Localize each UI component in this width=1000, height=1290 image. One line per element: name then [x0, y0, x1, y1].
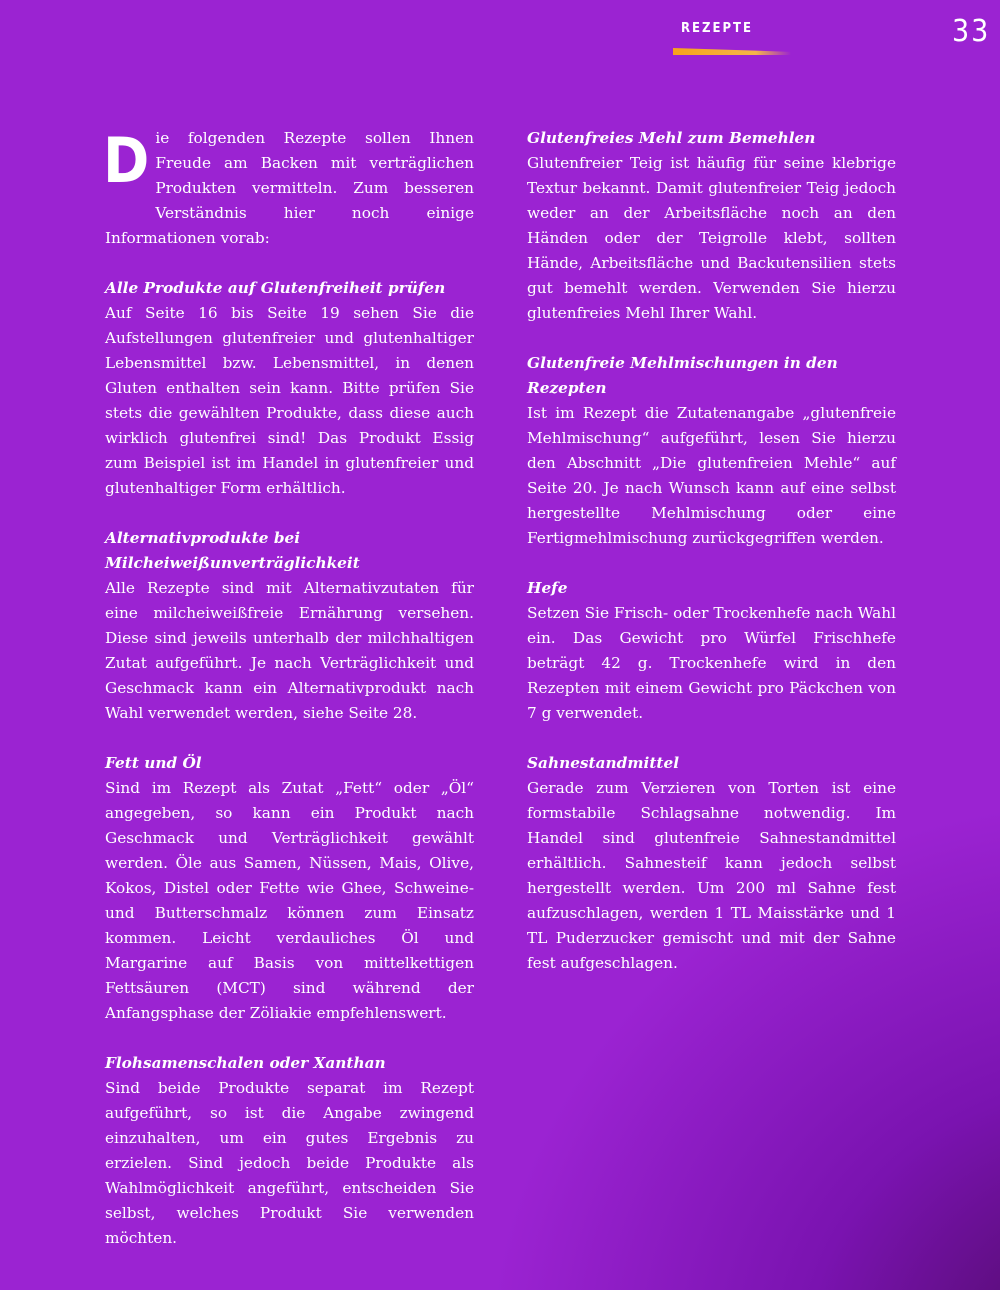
section-heading: Flohsamenschalen oder Xanthan	[105, 1054, 386, 1072]
section-body: Alle Rezepte sind mit Alternativzutaten für eine milcheiweißfreie Ernährung versehen. Diese sind jeweils unterhalb der milchhaltigen Zutat aufgeführt. Je nach Verträglichkeit und Geschmack kann ein Alternativprodukt nach Wahl verwendet werden, siehe Seite 28.	[105, 579, 474, 722]
intro-text: ie folgenden Rezepte sollen Ihnen Freude am Backen mit verträglichen Produkten vermitteln. Zum besseren Verständnis hier noch einige Informationen vorab:	[105, 129, 474, 247]
section-mehl-bemehlen	[527, 126, 896, 326]
right-column	[527, 126, 896, 1001]
section-flohsamenschalen	[105, 1051, 474, 1251]
section-heading: Alternativprodukte bei Milcheiweißunverträglichkeit	[105, 529, 360, 572]
page-number: 33	[952, 14, 991, 49]
section-heading: Alle Produkte auf Glutenfreiheit prüfen	[105, 279, 446, 297]
section-sahnestandmittel	[527, 751, 896, 976]
section-body: Ist im Rezept die Zutatenangabe „glutenfreie Mehlmischung“ aufgeführt, lesen Sie hierzu den Abschnitt „Die glutenfreien Mehle“ auf Seite 20. Je nach Wunsch kann auf eine selbst hergestellte Mehlmischung oder eine Fertigmehlmischung zurückgegriffen werden.	[527, 404, 896, 547]
section-fett-und-oel	[105, 751, 474, 1026]
left-column	[105, 126, 474, 1276]
section-body: Glutenfreier Teig ist häufig für seine klebrige Textur bekannt. Damit glutenfreier Teig jedoch weder an der Arbeitsfläche noch an den Händen oder der Teigrolle klebt, sollten Hände, Arbeitsfläche und Backutensilien stets gut bemehlt werden. Verwenden Sie hierzu glutenfreies Mehl Ihrer Wahl.	[527, 154, 896, 322]
section-body: Sind im Rezept als Zutat „Fett“ oder „Öl“ angegeben, so kann ein Produkt nach Geschmack und Verträglichkeit gewählt werden. Öle aus Samen, Nüssen, Mais, Olive, Kokos, Distel oder Fette wie Ghee, Schweine- und Butterschmalz können zum Einsatz kommen. Leicht verdauliches Öl und Margarine auf Basis von mittelkettigen Fettsäuren (MCT) sind während der Anfangsphase der Zöliakie empfehlenswert.	[105, 779, 474, 1022]
section-mehlmischungen	[527, 351, 896, 551]
section-body: Auf Seite 16 bis Seite 19 sehen Sie die Aufstellungen glutenfreier und glutenhaltiger Lebensmittel bzw. Lebensmittel, in denen Gluten enthalten sein kann. Bitte prüfen Sie stets die gewählten Produkte, dass diese auch wirklich glutenfrei sind! Das Produkt Essig zum Beispiel ist im Handel in glutenfreier und glutenhaltiger Form erhältlich.	[105, 304, 474, 497]
section-body: Sind beide Produkte separat im Rezept aufgeführt, so ist die Angabe zwingend einzuhalten, um ein gutes Ergebnis zu erzielen. Sind jedoch beide Produkte als Wahlmöglichkeit angeführt, entscheiden Sie selbst, welches Produkt Sie verwenden möchten.	[105, 1079, 474, 1247]
section-heading: Glutenfreie Mehlmischungen in den Rezepten	[527, 354, 838, 397]
section-heading: Sahnestandmittel	[527, 754, 680, 772]
dropcap: D	[103, 124, 150, 197]
section-heading: Hefe	[527, 579, 568, 597]
section-glutenfreiheit	[105, 276, 474, 501]
section-heading: Glutenfreies Mehl zum Bemehlen	[527, 129, 816, 147]
section-body: Setzen Sie Frisch- oder Trockenhefe nach Wahl ein. Das Gewicht pro Würfel Frischhefe beträgt 42 g. Trockenhefe wird in den Rezepten mit einem Gewicht pro Päckchen von 7 g verwendet.	[527, 604, 896, 722]
section-hefe	[527, 576, 896, 726]
section-accent-bar	[673, 48, 791, 55]
section-label: REZEPTE	[681, 21, 754, 36]
section-heading: Fett und Öl	[105, 754, 202, 772]
section-alternativprodukte	[105, 526, 474, 726]
intro-section	[105, 126, 474, 251]
section-body: Gerade zum Verzieren von Torten ist eine formstabile Schlagsahne notwendig. Im Handel sind glutenfreie Sahnestandmittel erhältlich. Sahnesteif kann jedoch selbst hergestellt werden. Um 200 ml Sahne fest aufzuschlagen, werden 1 TL Maisstärke und 1 TL Puderzucker gemischt und mit der Sahne fest aufgeschlagen.	[527, 779, 896, 972]
